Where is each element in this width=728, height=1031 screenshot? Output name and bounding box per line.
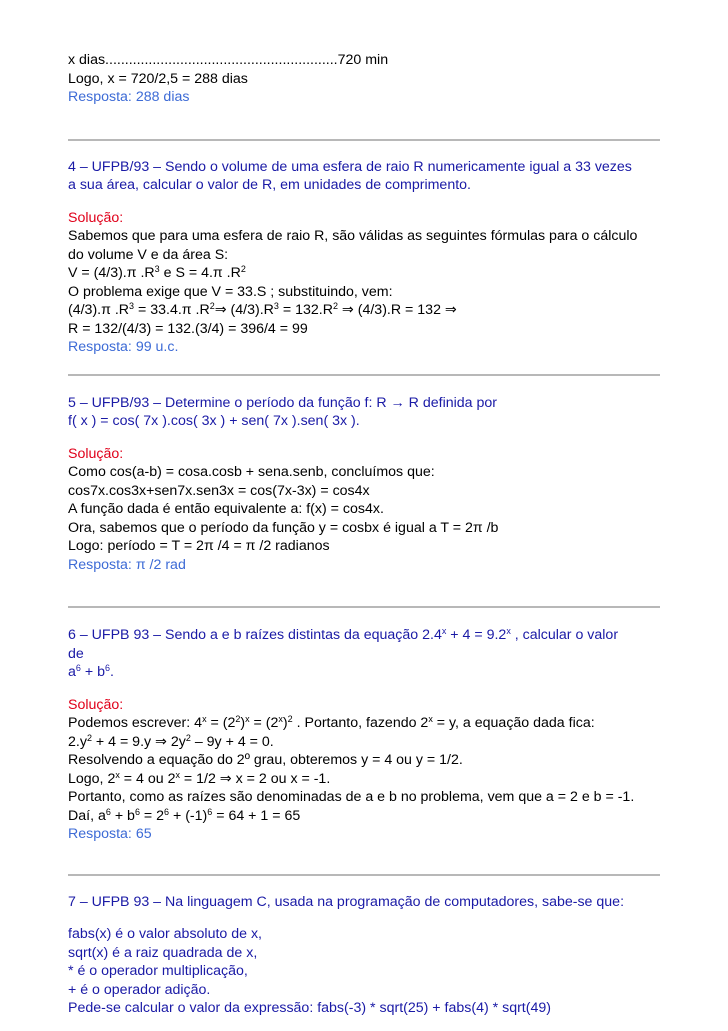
exponent: x	[115, 769, 120, 780]
formula-part: + (-1)	[169, 807, 208, 824]
question-5-text-line-2: f( x ) = cos( 7x ).cos( 3x ) + sen( 7x ).sen( 3x ).	[68, 413, 360, 429]
formula-line	[68, 807, 660, 826]
question-6-text-line-3	[68, 663, 660, 682]
exponent: x	[506, 626, 511, 637]
formula-line	[68, 264, 660, 283]
continuation-line-2: Logo, x = 720/2,5 = 288 dias	[68, 70, 248, 87]
solution-line: Portanto, como as raízes são denominadas de a e b no problema, vem que a = 2 e b = -1.	[68, 789, 635, 805]
formula-part: = y, a equação dada fica:	[432, 715, 595, 731]
question-6-text-line-1	[68, 626, 660, 645]
solution-line: Sabemos que para uma esfera de raio R, são válidas as seguintes fórmulas para o cálculo	[68, 228, 638, 244]
exponent: x	[441, 626, 447, 637]
formula-part: (4/3).π .R	[68, 302, 130, 318]
solution-line: A função dada é então equivalente a: f(x) = cos4x.	[68, 501, 384, 517]
exponent: 3	[273, 301, 279, 312]
question-5	[68, 394, 660, 575]
formula-part: = 1/2 ⇒ x = 2 ou x = -1.	[179, 770, 331, 787]
exponent: x	[202, 714, 207, 725]
exponent: 6	[134, 806, 140, 817]
answer-q6: Resposta: 65	[68, 826, 152, 842]
exponent: 3	[154, 264, 160, 275]
solution-line: Logo: período = T = 2π /4 = π /2 radianos	[68, 538, 330, 554]
exponent: 2	[240, 264, 246, 275]
exponent: x	[175, 769, 180, 780]
solution-line: R = 132/(4/3) = 132.(3/4) = 396/4 = 99	[68, 320, 308, 337]
formula-part: = (2	[249, 715, 279, 731]
formula-part: = (2	[206, 715, 236, 731]
exponent: 2	[235, 714, 241, 725]
answer-previous: Resposta: 288 dias	[68, 89, 190, 105]
exponent: 6	[105, 806, 111, 817]
exponent: 2	[287, 714, 293, 725]
exponent: 2	[209, 301, 215, 312]
exponent: 2	[86, 732, 92, 743]
formula-part: = 2	[139, 807, 165, 824]
exponent: 6	[104, 663, 110, 674]
exponent: 6	[75, 663, 81, 674]
formula-line	[68, 714, 660, 733]
exponent: x	[278, 714, 283, 725]
formula-part: )	[282, 715, 288, 731]
solution-line: O problema exige que V = 33.S ; substituindo, vem:	[68, 283, 393, 300]
formula-part: ⇒ (4/3).R = 132 ⇒	[337, 302, 457, 318]
solution-line: cos7x.cos3x+sen7x.sen3x = cos(7x-3x) = cos4x	[68, 482, 370, 499]
question-part: + b	[80, 664, 105, 680]
formula-part: Logo, 2	[68, 770, 116, 787]
question-6	[68, 626, 660, 844]
answer-q4: Resposta: 99 u.c.	[68, 339, 179, 355]
formula-part: V = (4/3).π .R	[68, 265, 155, 281]
solution-line: Resolvendo a equação do 2º grau, obteremos y = 4 ou y = 1/2.	[68, 752, 463, 768]
question-7-item: + é o operador adição.	[68, 981, 211, 998]
continuation-line-1: x dias...........................................................720 min	[68, 52, 389, 68]
solution-line: Como cos(a-b) = cosa.cosb + sena.senb, concluímos que:	[68, 464, 435, 480]
exponent: x	[428, 714, 433, 725]
formula-part: Podemos escrever: 4	[68, 715, 203, 731]
question-5-text-line-1: 5 – UFPB/93 – Determine o período da função f: R → R definida por	[68, 394, 498, 411]
exponent: 2	[185, 732, 191, 743]
formula-part: = 33.4.π .R	[134, 302, 210, 318]
exponent: 2	[332, 301, 338, 312]
formula-part: + b	[110, 807, 135, 824]
question-7-item: Pede-se calcular o valor da expressão: fabs(-3) * sqrt(25) + fabs(4) * sqrt(49)	[68, 1000, 551, 1016]
question-part: a	[68, 664, 76, 680]
answer-q5: Resposta: π /2 rad	[68, 556, 186, 573]
question-7	[68, 893, 660, 1018]
formula-line	[68, 770, 660, 789]
solution-label: Solução:	[68, 445, 124, 462]
formula-part: e S = 4.π .R	[159, 265, 241, 281]
solution-line: do volume V e da área S:	[68, 246, 229, 263]
formula-part: ⇒ (4/3).R	[214, 302, 274, 318]
document-page	[68, 0, 660, 1018]
question-part: , calcular o valor	[510, 627, 619, 643]
formula-part: )	[240, 715, 246, 731]
formula-part: 2.y	[68, 733, 87, 750]
formula-part: – 9y + 4 = 0.	[190, 733, 274, 750]
question-4	[68, 158, 660, 357]
formula-part: . Portanto, fazendo 2	[292, 715, 429, 731]
question-7-item: sqrt(x) é a raiz quadrada de x,	[68, 944, 258, 961]
question-part: + 4 = 9.2	[446, 627, 507, 643]
question-7-text-line-1: 7 – UFPB 93 – Na linguagem C, usada na programação de computadores, sabe-se que:	[68, 893, 625, 910]
exponent: x	[245, 714, 250, 725]
formula-part: + 4 = 9.y ⇒ 2y	[91, 733, 186, 750]
formula-part: = 4 ou 2	[119, 770, 176, 787]
formula-part: = 132.R	[278, 302, 333, 318]
formula-line	[68, 733, 660, 752]
formula-part: = 64 + 1 = 65	[212, 807, 301, 824]
formula-line	[68, 301, 660, 320]
question-4-text-line-2: a sua área, calcular o valor de R, em unidades de comprimento.	[68, 177, 471, 193]
question-part: 6 – UFPB 93 – Sendo a e b raízes distintas da equação 2.4	[68, 627, 442, 643]
solution-label: Solução:	[68, 209, 124, 226]
question-7-item: fabs(x) é o valor absoluto de x,	[68, 926, 262, 942]
solution-label: Solução:	[68, 696, 124, 713]
question-part: .	[109, 664, 114, 680]
formula-part: Daí, a	[68, 807, 106, 824]
solution-line: Ora, sabemos que o período da função y = cosbx é igual a T = 2π /b	[68, 519, 499, 536]
question-7-item: * é o operador multiplicação,	[68, 963, 248, 979]
exponent: 3	[129, 301, 135, 312]
question-4-text-line-1: 4 – UFPB/93 – Sendo o volume de uma esfera de raio R numericamente igual a 33 vezes	[68, 158, 632, 175]
exponent: 6	[164, 806, 170, 817]
question-6-text-line-2: de	[68, 645, 84, 662]
exponent: 6	[207, 806, 213, 817]
